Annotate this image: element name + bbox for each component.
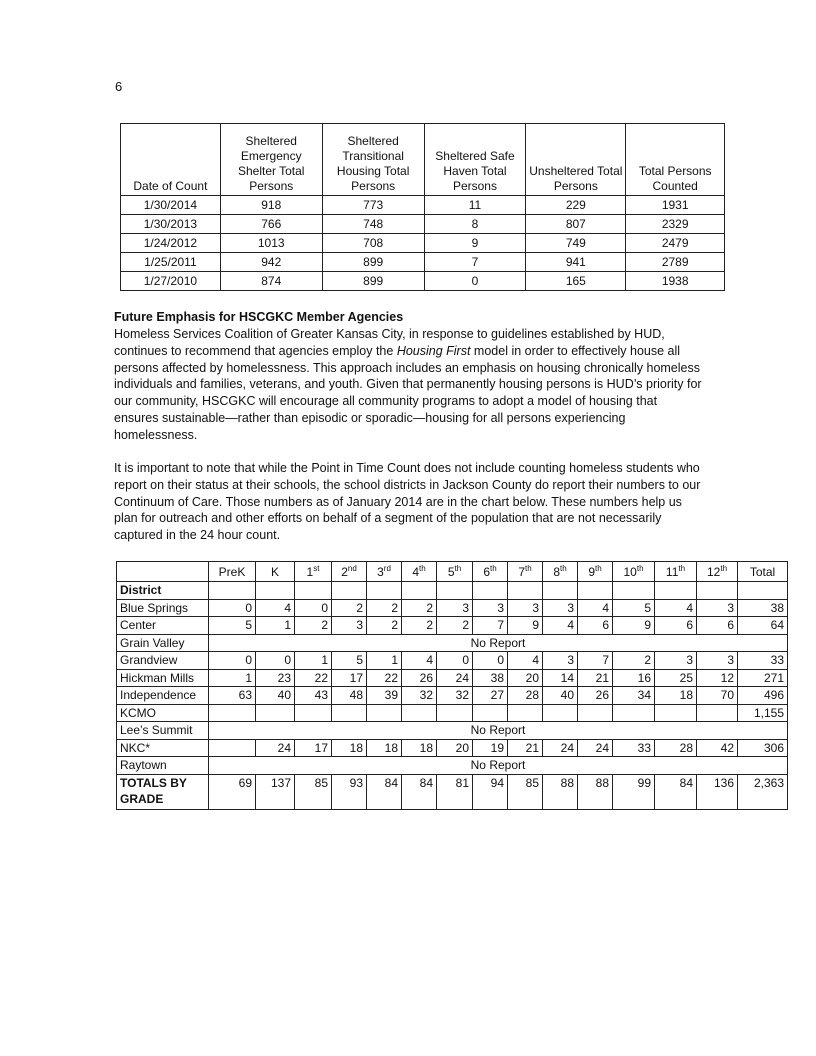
pit-header-cell: Sheltered Safe Haven Total Persons <box>424 124 526 196</box>
pit-cell: 807 <box>526 215 626 234</box>
pit-table-row <box>121 234 725 253</box>
grade-value-cell: 271 <box>738 669 788 687</box>
pit-table-row <box>121 253 725 272</box>
paragraph-school-districts: It is important to note that while the Point in Time Count does not include counting homeless students who report on their status at their schools, the school districts in Jackson County do report their numbers to our Continuum of Care. Those numbers as of January 2014 are in the chart below. These numbers help us plan for outreach and other efforts on behalf of a segment of the population that are not necessarily captured in the 24 hour count. <box>114 461 701 543</box>
pit-header-cell: Total Persons Counted <box>626 124 725 196</box>
pit-cell: 8 <box>424 215 526 234</box>
grade-value-cell: 28 <box>508 687 543 705</box>
grade-table-row <box>117 687 788 705</box>
grade-value-cell: 85 <box>508 774 543 809</box>
district-label: District <box>117 582 209 600</box>
district-name: Hickman Mills <box>117 669 209 687</box>
grade-header-label: 12 <box>706 564 721 579</box>
grade-header-suffix: th <box>560 563 567 573</box>
pit-cell: 229 <box>526 196 626 215</box>
grade-table-row <box>117 617 788 635</box>
grade-value-cell: 32 <box>437 687 473 705</box>
grade-header-suffix: rd <box>383 563 391 573</box>
pit-cell: 1/24/2012 <box>121 234 221 253</box>
grade-value-cell: 0 <box>437 652 473 670</box>
grade-value-cell: 20 <box>437 739 473 757</box>
pit-cell: 1938 <box>626 272 725 291</box>
district-name: Lee’s Summit <box>117 722 209 740</box>
grade-value-cell: 5 <box>613 599 655 617</box>
district-label-row <box>117 582 788 600</box>
district-blank-cell <box>543 582 578 600</box>
grade-value-cell: 32 <box>402 687 437 705</box>
grade-header-suffix: th <box>678 563 686 573</box>
grade-value-cell: 1,155 <box>738 704 788 722</box>
grade-value-cell: 18 <box>402 739 437 757</box>
grade-value-cell: 3 <box>543 652 578 670</box>
grade-table-row <box>117 739 788 757</box>
grade-table-row <box>117 599 788 617</box>
district-name: Grandview <box>117 652 209 670</box>
grade-value-cell: 18 <box>655 687 697 705</box>
pit-cell: 165 <box>526 272 626 291</box>
pit-cell: 1013 <box>220 234 322 253</box>
grade-value-cell: 24 <box>256 739 295 757</box>
grade-value-cell: 0 <box>209 599 256 617</box>
pit-cell: 874 <box>220 272 322 291</box>
grade-header-cell <box>209 562 256 582</box>
pit-cell: 773 <box>322 196 424 215</box>
pit-cell: 1/27/2010 <box>121 272 221 291</box>
grade-value-cell: 40 <box>543 687 578 705</box>
grade-header-row <box>117 562 788 582</box>
grade-value-cell: 27 <box>473 687 508 705</box>
grade-header-label: PreK <box>218 564 246 579</box>
grade-value-cell: 22 <box>367 669 402 687</box>
district-name: TOTALS BY GRADE <box>117 774 209 809</box>
grade-header-label: K <box>270 564 279 579</box>
grade-value-cell: 306 <box>738 739 788 757</box>
grade-header-suffix: th <box>490 563 497 573</box>
grade-value-cell: 1 <box>209 669 256 687</box>
grade-value-cell: 5 <box>332 652 367 670</box>
grade-value-cell: 7 <box>473 617 508 635</box>
district-blank-cell <box>367 582 402 600</box>
grade-value-cell: 0 <box>473 652 508 670</box>
grade-value-cell: 19 <box>473 739 508 757</box>
grade-header-suffix: th <box>454 563 462 573</box>
district-blank-cell <box>256 582 295 600</box>
grade-value-cell: 3 <box>697 599 738 617</box>
grade-value-cell: 6 <box>655 617 697 635</box>
grade-header-label: 8 <box>553 564 560 579</box>
grade-value-cell: 25 <box>655 669 697 687</box>
grade-table-row <box>117 704 788 722</box>
grade-value-cell: 136 <box>697 774 738 809</box>
grade-value-cell: 2 <box>402 599 437 617</box>
grade-value-cell: 24 <box>543 739 578 757</box>
grade-value-cell: 28 <box>655 739 697 757</box>
district-blank-cell <box>437 582 473 600</box>
grade-value-cell: 43 <box>295 687 332 705</box>
grade-value-cell: 2 <box>437 617 473 635</box>
grade-header-suffix: th <box>419 563 426 573</box>
grade-value-cell <box>613 704 655 722</box>
pit-cell: 1931 <box>626 196 725 215</box>
no-report-cell: No Report <box>209 722 788 740</box>
pit-cell: 1/30/2013 <box>121 215 221 234</box>
district-blank-cell <box>738 582 788 600</box>
grade-table-row <box>117 774 788 809</box>
pit-cell: 11 <box>424 196 526 215</box>
pit-header-row <box>121 124 725 196</box>
para1-text-end: model in order to effectively house all persons affected by homelessness. This approach includes an emphasis on housing chronically homeless individuals and families, veterans, and youth. Given that permanently housing persons is HUD’s priority for our community, HSCGKC will encourage all community programs to adopt a model of housing that ensures sustainable—rather than episodic or sporadic—housing for all persons experiencing homelessness. <box>114 343 702 442</box>
grade-value-cell: 39 <box>367 687 402 705</box>
grade-header-cell <box>256 562 295 582</box>
pit-cell: 9 <box>424 234 526 253</box>
grade-value-cell: 33 <box>738 652 788 670</box>
grade-value-cell <box>697 704 738 722</box>
housing-first-emphasis: Housing First <box>396 343 471 358</box>
district-blank-cell <box>697 582 738 600</box>
grade-value-cell: 64 <box>738 617 788 635</box>
grade-table-row <box>117 722 788 740</box>
pit-cell: 2789 <box>626 253 725 272</box>
grade-table-row <box>117 757 788 775</box>
grade-value-cell: 3 <box>655 652 697 670</box>
grade-header-cell <box>578 562 613 582</box>
grade-value-cell: 4 <box>543 617 578 635</box>
grade-header-cell <box>473 562 508 582</box>
grade-value-cell <box>332 704 367 722</box>
grade-value-cell: 34 <box>613 687 655 705</box>
grade-value-cell: 38 <box>738 599 788 617</box>
grade-value-cell: 2 <box>613 652 655 670</box>
grade-value-cell: 17 <box>332 669 367 687</box>
grade-value-cell: 69 <box>209 774 256 809</box>
district-blank-cell <box>473 582 508 600</box>
pit-table-row <box>121 196 725 215</box>
grade-header-cell <box>655 562 697 582</box>
para1-text-start: Homeless Services Coalition of Greater Kansas City, in response to guidelines established by HUD, continues to recommend that agencies employ the <box>114 327 665 358</box>
pit-cell: 899 <box>322 253 424 272</box>
grade-value-cell: 24 <box>578 739 613 757</box>
grade-header-label: 3 <box>377 564 384 579</box>
grade-value-cell: 4 <box>655 599 697 617</box>
grade-value-cell: 99 <box>613 774 655 809</box>
grade-value-cell <box>655 704 697 722</box>
grade-value-cell: 70 <box>697 687 738 705</box>
grade-value-cell: 2 <box>367 599 402 617</box>
grade-value-cell <box>437 704 473 722</box>
pit-cell: 708 <box>322 234 424 253</box>
grade-header-cell <box>332 562 367 582</box>
grade-value-cell: 33 <box>613 739 655 757</box>
grade-value-cell <box>256 704 295 722</box>
district-blank-cell <box>613 582 655 600</box>
grade-value-cell: 9 <box>508 617 543 635</box>
grade-value-cell: 84 <box>402 774 437 809</box>
homeless-students-by-grade-table <box>116 561 788 810</box>
grade-value-cell: 23 <box>256 669 295 687</box>
district-name: Independence <box>117 687 209 705</box>
grade-value-cell: 21 <box>578 669 613 687</box>
grade-value-cell: 18 <box>367 739 402 757</box>
grade-value-cell: 94 <box>473 774 508 809</box>
district-name: Center <box>117 617 209 635</box>
grade-value-cell: 4 <box>508 652 543 670</box>
grade-value-cell: 0 <box>295 599 332 617</box>
grade-value-cell: 2 <box>402 617 437 635</box>
grade-value-cell: 9 <box>613 617 655 635</box>
grade-value-cell: 1 <box>367 652 402 670</box>
grade-value-cell: 4 <box>402 652 437 670</box>
district-blank-cell <box>209 582 256 600</box>
pit-cell: 899 <box>322 272 424 291</box>
grade-value-cell: 2,363 <box>738 774 788 809</box>
page-number: 6 <box>115 79 123 94</box>
point-in-time-count-table <box>120 123 725 291</box>
pit-table-row <box>121 215 725 234</box>
pit-cell: 941 <box>526 253 626 272</box>
grade-value-cell: 2 <box>332 599 367 617</box>
grade-value-cell: 3 <box>543 599 578 617</box>
grade-value-cell: 26 <box>578 687 613 705</box>
grade-value-cell: 84 <box>655 774 697 809</box>
grade-value-cell: 40 <box>256 687 295 705</box>
grade-header-label: Total <box>749 564 776 579</box>
no-report-cell: No Report <box>209 757 788 775</box>
pit-cell: 748 <box>322 215 424 234</box>
grade-table-row <box>117 669 788 687</box>
grade-value-cell: 137 <box>256 774 295 809</box>
grade-value-cell: 496 <box>738 687 788 705</box>
grade-value-cell: 26 <box>402 669 437 687</box>
grade-value-cell: 17 <box>295 739 332 757</box>
district-blank-cell <box>655 582 697 600</box>
grade-header-suffix: th <box>525 563 532 573</box>
grade-value-cell: 0 <box>209 652 256 670</box>
grade-value-cell <box>209 739 256 757</box>
grade-header-cell <box>437 562 473 582</box>
district-blank-cell <box>402 582 437 600</box>
grade-value-cell: 22 <box>295 669 332 687</box>
pit-header-cell: Sheltered Emergency Shelter Total Persons <box>220 124 322 196</box>
district-name: Grain Valley <box>117 634 209 652</box>
grade-value-cell <box>473 704 508 722</box>
paragraph-housing-first <box>114 326 704 444</box>
grade-header-label: 5 <box>447 564 455 579</box>
grade-value-cell: 4 <box>578 599 613 617</box>
district-name: Raytown <box>117 757 209 775</box>
pit-header-cell: Unsheltered Total Persons <box>526 124 626 196</box>
pit-cell: 1/25/2011 <box>121 253 221 272</box>
pit-cell: 2479 <box>626 234 725 253</box>
grade-header-label: 1 <box>306 564 314 579</box>
grade-value-cell <box>402 704 437 722</box>
pit-cell: 1/30/2014 <box>121 196 221 215</box>
grade-header-blank <box>117 562 209 582</box>
grade-value-cell <box>209 704 256 722</box>
grade-value-cell: 2 <box>367 617 402 635</box>
pit-cell: 7 <box>424 253 526 272</box>
grade-header-cell <box>402 562 437 582</box>
district-blank-cell <box>332 582 367 600</box>
grade-value-cell: 88 <box>578 774 613 809</box>
grade-value-cell <box>295 704 332 722</box>
grade-value-cell: 20 <box>508 669 543 687</box>
grade-header-cell <box>508 562 543 582</box>
grade-header-suffix: st <box>313 563 320 573</box>
grade-value-cell: 24 <box>437 669 473 687</box>
grade-value-cell: 42 <box>697 739 738 757</box>
district-name: KCMO <box>117 704 209 722</box>
grade-header-label: 2 <box>341 564 348 579</box>
grade-header-suffix: th <box>595 563 602 573</box>
district-blank-cell <box>578 582 613 600</box>
grade-value-cell: 16 <box>613 669 655 687</box>
pit-cell: 0 <box>424 272 526 291</box>
grade-table-row <box>117 634 788 652</box>
section-title: Future Emphasis for HSCGKC Member Agencies <box>114 310 404 324</box>
grade-value-cell: 93 <box>332 774 367 809</box>
grade-value-cell: 63 <box>209 687 256 705</box>
no-report-cell: No Report <box>209 634 788 652</box>
pit-cell: 749 <box>526 234 626 253</box>
grade-value-cell: 1 <box>256 617 295 635</box>
district-name: NKC* <box>117 739 209 757</box>
grade-value-cell: 4 <box>256 599 295 617</box>
grade-header-cell <box>738 562 788 582</box>
grade-value-cell: 3 <box>437 599 473 617</box>
grade-header-cell <box>367 562 402 582</box>
grade-value-cell: 2 <box>295 617 332 635</box>
grade-value-cell: 3 <box>473 599 508 617</box>
grade-value-cell: 1 <box>295 652 332 670</box>
grade-header-cell <box>697 562 738 582</box>
pit-header-cell: Date of Count <box>121 124 221 196</box>
grade-value-cell: 6 <box>578 617 613 635</box>
grade-value-cell <box>508 704 543 722</box>
grade-table-row <box>117 652 788 670</box>
grade-header-label: 7 <box>518 564 525 579</box>
district-blank-cell <box>295 582 332 600</box>
grade-header-suffix: th <box>636 563 644 573</box>
grade-value-cell <box>543 704 578 722</box>
grade-header-cell <box>295 562 332 582</box>
grade-value-cell: 3 <box>508 599 543 617</box>
grade-header-label: 4 <box>412 564 419 579</box>
grade-value-cell: 6 <box>697 617 738 635</box>
grade-value-cell <box>367 704 402 722</box>
grade-value-cell: 12 <box>697 669 738 687</box>
grade-value-cell: 3 <box>697 652 738 670</box>
grade-header-suffix: th <box>720 563 728 573</box>
grade-value-cell: 14 <box>543 669 578 687</box>
pit-cell: 2329 <box>626 215 725 234</box>
pit-header-cell: Sheltered Transitional Housing Total Persons <box>322 124 424 196</box>
pit-cell: 766 <box>220 215 322 234</box>
pit-cell: 918 <box>220 196 322 215</box>
grade-header-label: 6 <box>483 564 490 579</box>
pit-table-row <box>121 272 725 291</box>
grade-value-cell: 48 <box>332 687 367 705</box>
grade-header-label: 10 <box>623 564 637 579</box>
grade-value-cell: 3 <box>332 617 367 635</box>
grade-header-label: 11 <box>665 564 679 579</box>
grade-value-cell: 38 <box>473 669 508 687</box>
grade-value-cell: 81 <box>437 774 473 809</box>
grade-header-cell <box>613 562 655 582</box>
grade-value-cell: 88 <box>543 774 578 809</box>
grade-value-cell: 5 <box>209 617 256 635</box>
district-name: Blue Springs <box>117 599 209 617</box>
grade-value-cell: 21 <box>508 739 543 757</box>
grade-value-cell: 18 <box>332 739 367 757</box>
district-blank-cell <box>508 582 543 600</box>
grade-value-cell <box>578 704 613 722</box>
grade-header-suffix: nd <box>347 563 357 573</box>
grade-value-cell: 85 <box>295 774 332 809</box>
pit-cell: 942 <box>220 253 322 272</box>
grade-value-cell: 7 <box>578 652 613 670</box>
grade-value-cell: 84 <box>367 774 402 809</box>
grade-header-cell <box>543 562 578 582</box>
grade-header-label: 9 <box>588 564 595 579</box>
grade-value-cell: 0 <box>256 652 295 670</box>
